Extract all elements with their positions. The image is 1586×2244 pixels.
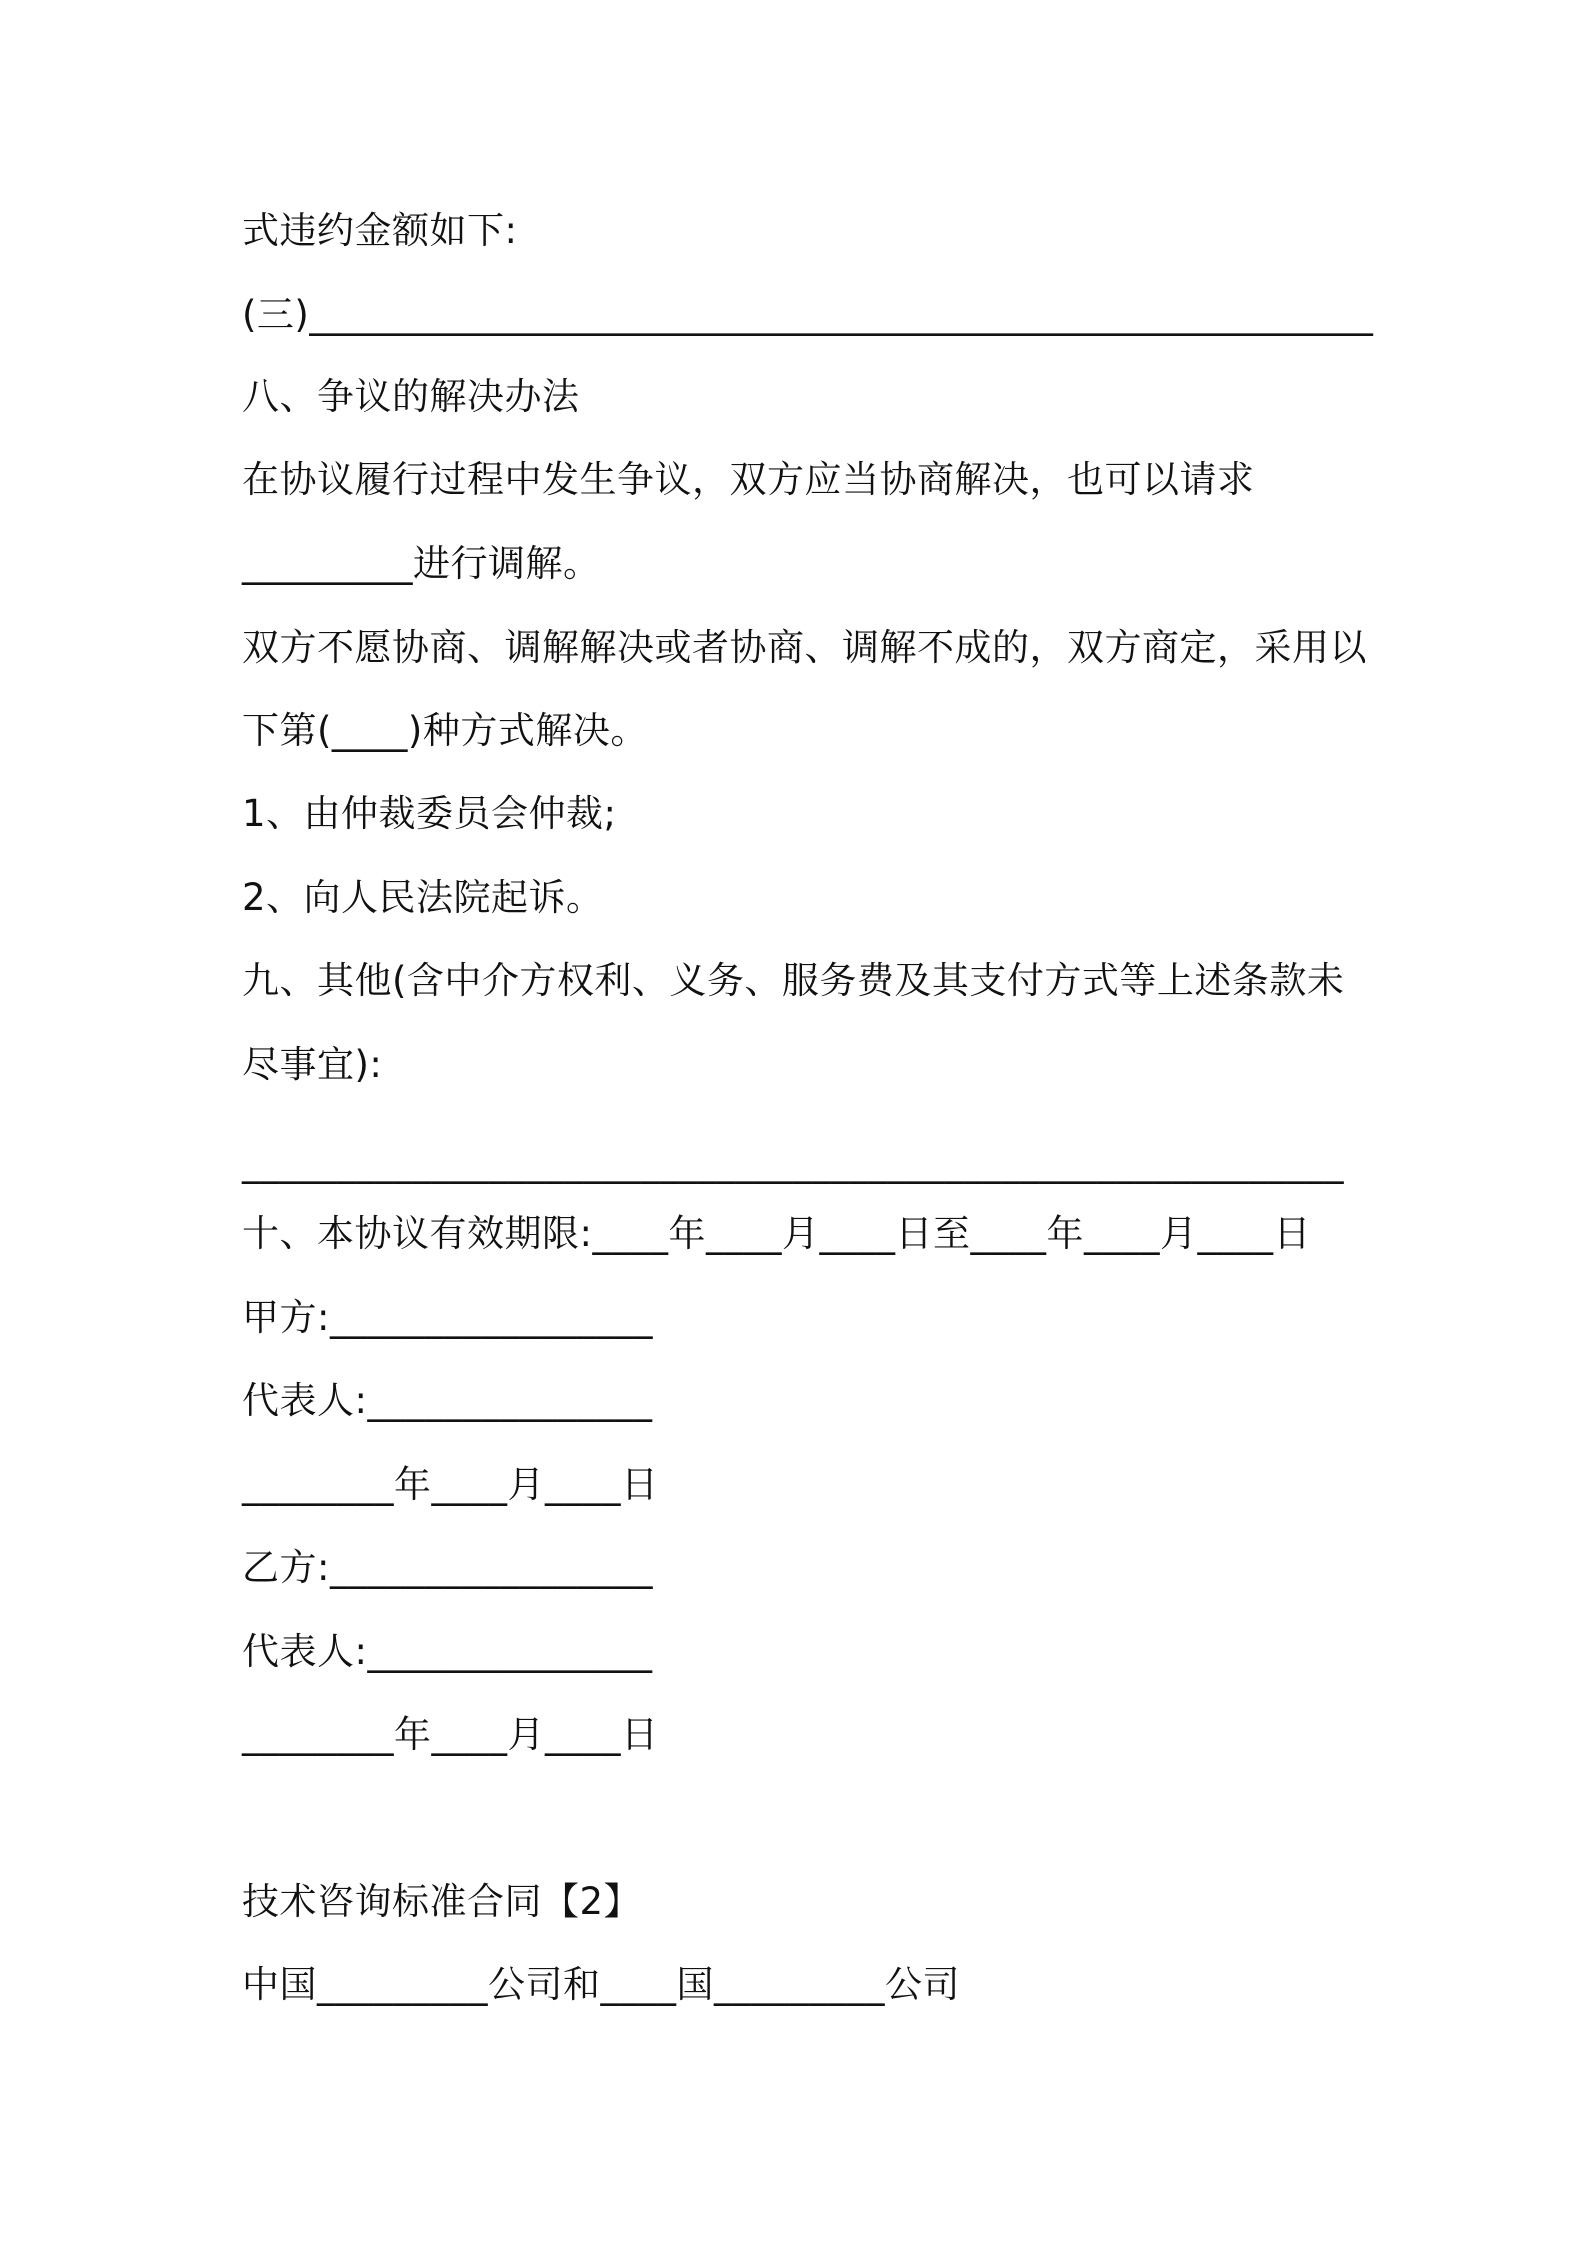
section-nine-heading-cont: 尽事宜): bbox=[242, 1043, 383, 1086]
section-ten-validity-period: 十、本协议有效期限:____年____月____日至____年____月____日 bbox=[242, 1212, 1311, 1255]
section-eight-heading: 八、争议的解决办法 bbox=[242, 375, 580, 418]
party-b-field: 乙方:_________________ bbox=[242, 1546, 653, 1589]
resolution-method-choice: 下第(____)种方式解决。 bbox=[242, 709, 648, 752]
option-court: 2、向人民法院起诉。 bbox=[242, 876, 604, 919]
mediation-blank-line: _________进行调解。 bbox=[242, 542, 601, 585]
section-nine-heading: 九、其他(含中介方权利、义务、服务费及其支付方式等上述条款未 bbox=[242, 959, 1345, 1002]
contract-two-title: 技术咨询标准合同【2】 bbox=[242, 1880, 642, 1923]
party-b-representative-field: 代表人:_______________ bbox=[242, 1630, 653, 1673]
party-b-date-field: ________年____月____日 bbox=[242, 1713, 659, 1756]
party-a-field: 甲方:_________________ bbox=[242, 1296, 653, 1339]
option-arbitration: 1、由仲裁委员会仲裁; bbox=[242, 792, 617, 835]
penalty-item-three-blank: (三)________________________________________________________ bbox=[242, 293, 1374, 336]
contract-two-parties: 中国_________公司和____国_________公司 bbox=[242, 1963, 960, 2006]
other-terms-blank: __________________________________________________________ bbox=[242, 1141, 1344, 1184]
party-a-representative-field: 代表人:_______________ bbox=[242, 1379, 653, 1422]
dispute-negotiation-text: 在协议履行过程中发生争议，双方应当协商解决，也可以请求 bbox=[242, 458, 1255, 501]
penalty-amount-intro: 式违约金额如下: bbox=[242, 209, 518, 252]
resolution-method-text: 双方不愿协商、调解解决或者协商、调解不成的，双方商定，采用以 bbox=[242, 626, 1367, 669]
party-a-date-field: ________年____月____日 bbox=[242, 1463, 659, 1506]
